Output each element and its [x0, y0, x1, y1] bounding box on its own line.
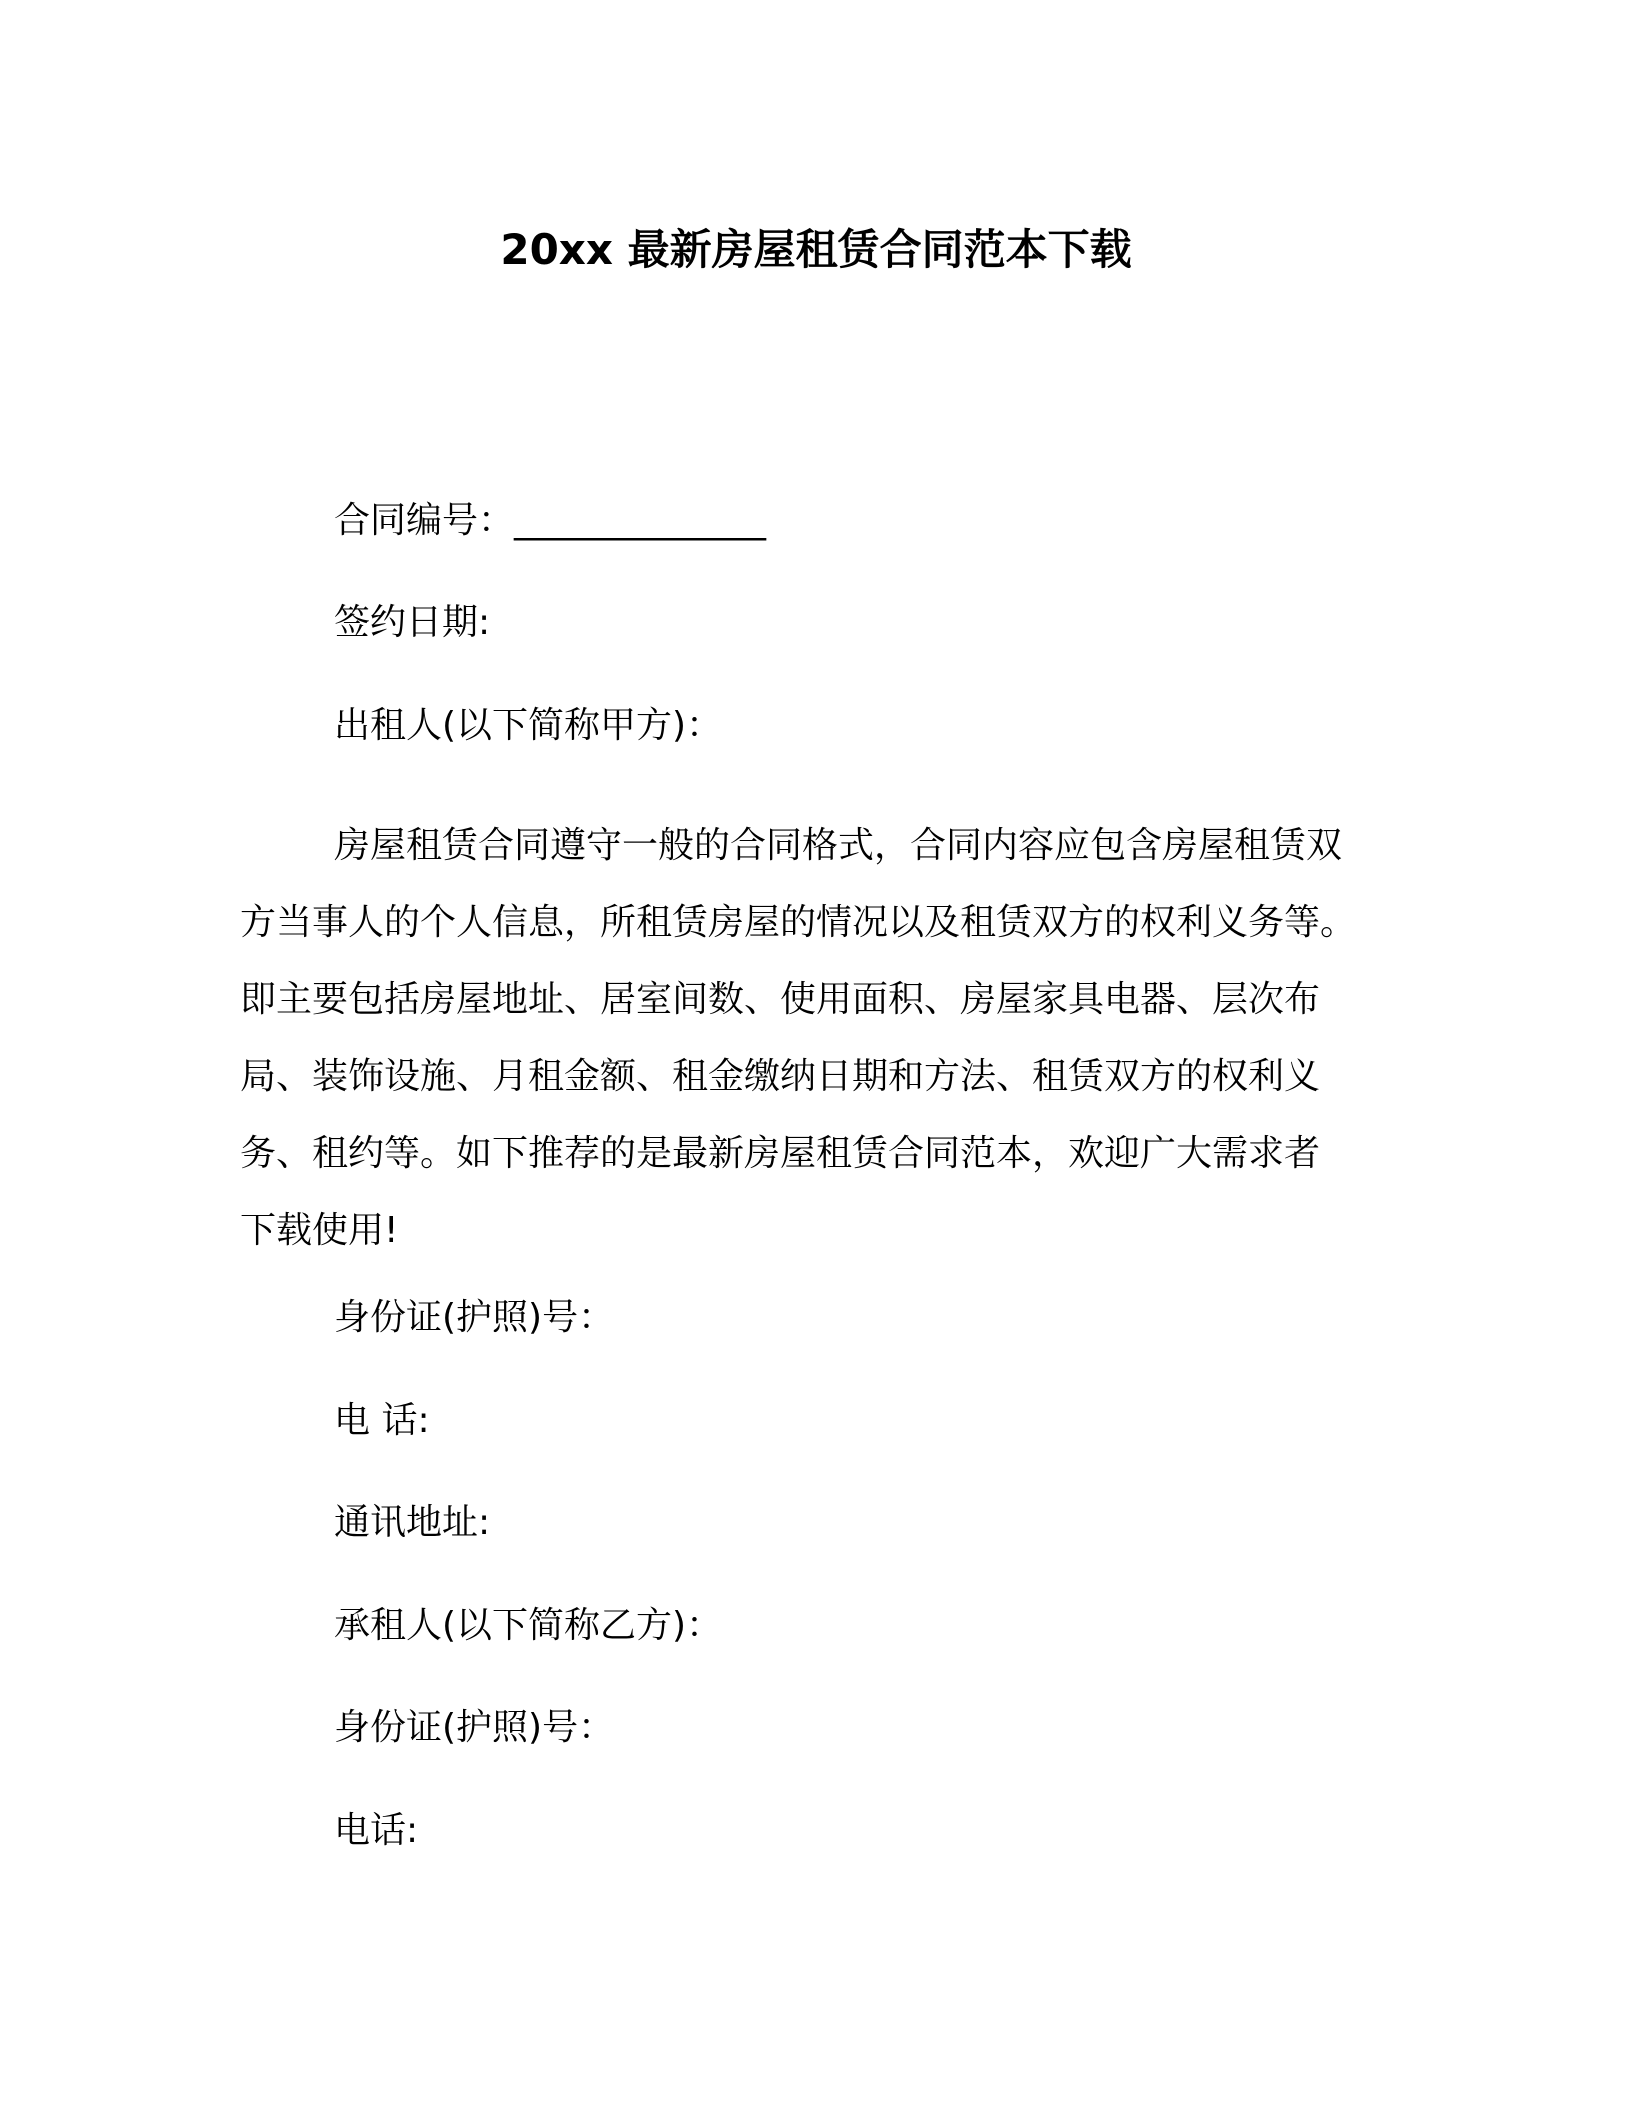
contract-number-field: 合同编号：______________ [334, 500, 767, 541]
lessor-address-field: 通讯地址: [334, 1502, 491, 1543]
intro-line: 下载使用! [240, 1210, 399, 1251]
sign-date-field: 签约日期: [334, 602, 491, 643]
document-title: 20xx 最新房屋租赁合同范本下载 [500, 225, 1132, 274]
intro-line: 即主要包括房屋地址、居室间数、使用面积、房屋家具电器、层次布 [240, 979, 1321, 1020]
intro-paragraph [240, 807, 1390, 1269]
intro-line: 房屋租赁合同遵守一般的合同格式，合同内容应包含房屋租赁双 [334, 825, 1343, 866]
lessor-id-field: 身份证(护照)号： [334, 1297, 615, 1338]
lessee-id-field: 身份证(护照)号： [334, 1707, 615, 1748]
intro-line: 局、装饰设施、月租金额、租金缴纳日期和方法、租赁双方的权利义 [240, 1056, 1321, 1097]
lessor-field: 出租人(以下简称甲方)： [334, 705, 723, 746]
intro-line: 务、租约等。如下推荐的是最新房屋租赁合同范本，欢迎广大需求者 [240, 1133, 1321, 1174]
lessor-phone-field: 电 话: [334, 1400, 430, 1441]
lessee-phone-field: 电话: [334, 1810, 419, 1851]
lessee-field: 承租人(以下简称乙方)： [334, 1605, 723, 1646]
intro-line: 方当事人的个人信息，所租赁房屋的情况以及租赁双方的权利义务等。 [240, 902, 1357, 943]
